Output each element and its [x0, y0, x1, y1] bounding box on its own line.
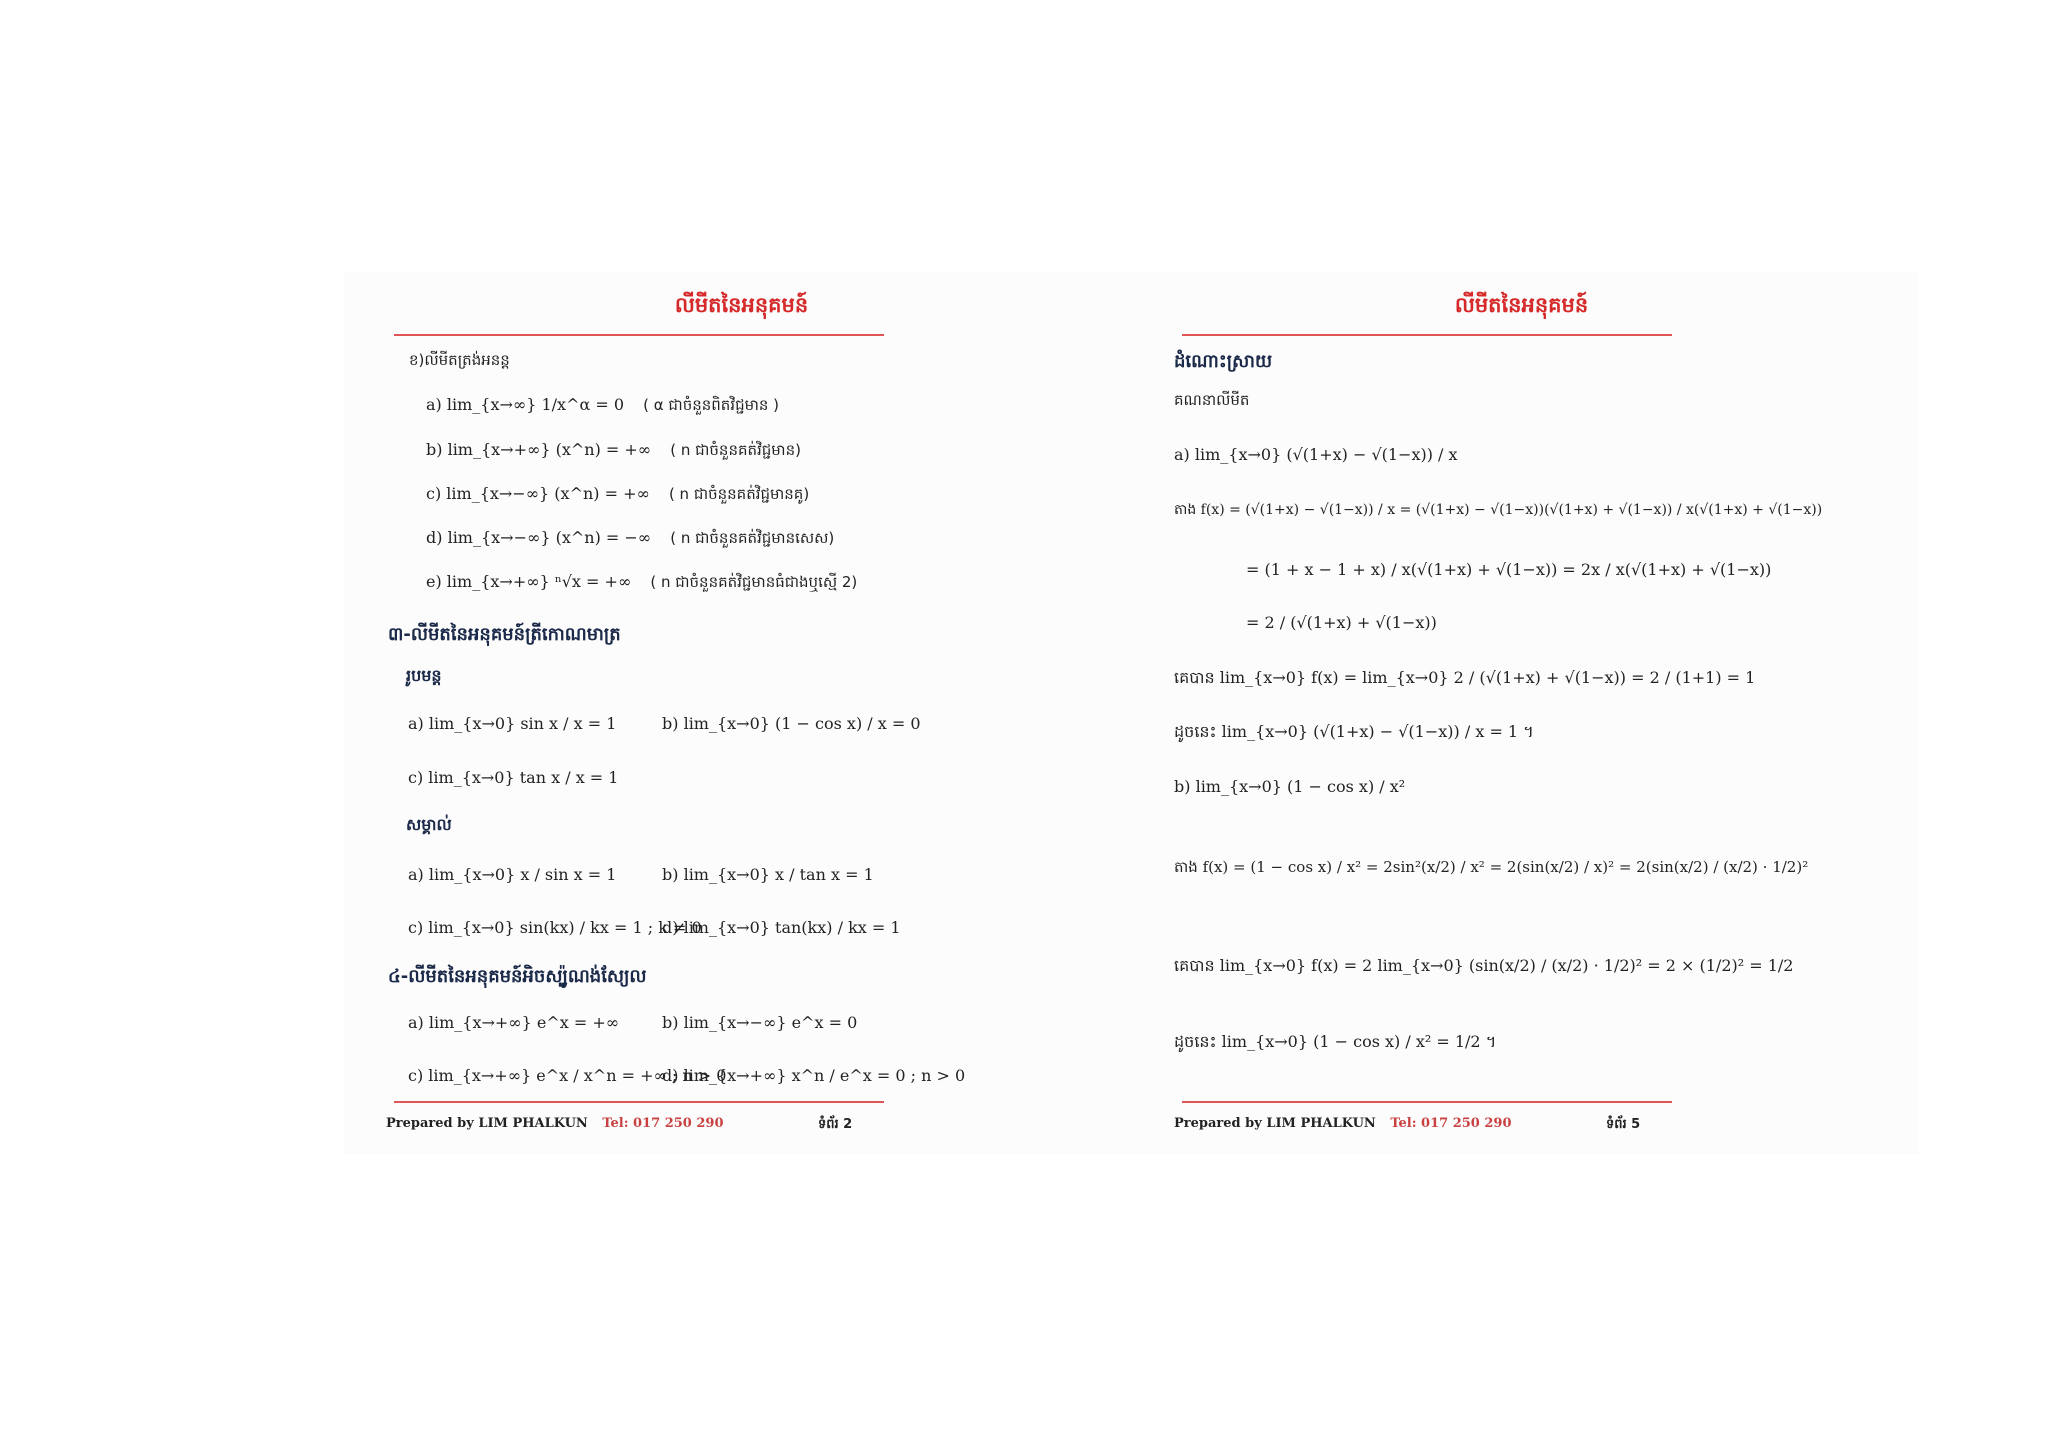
- problem-a-step1: តាង f(x) = (√(1+x) − √(1−x)) / x = (√(1+x) − √(1−x))(√(1+x) + √(1−x)) / x(√(1+x) + √(1−x)): [1174, 502, 1823, 518]
- problem-b-conclusion: ដូចនេះ lim_{x→0} (1 − cos x) / x² = 1/2 ។: [1174, 1032, 1497, 1051]
- right-page: [1124, 272, 1919, 1154]
- remark-b: b) lim_{x→0} x / tan x = 1: [662, 865, 874, 884]
- remark-d: d) lim_{x→0} tan(kx) / kx = 1: [662, 918, 901, 937]
- section-limit-at-infinity: ខ)លីមីតត្រង់អនន្ត: [409, 351, 510, 369]
- footer-tel: Tel: 017 250 290: [1390, 1116, 1512, 1131]
- limit-c: [426, 484, 809, 504]
- remark-heading: សម្គាល់: [406, 815, 452, 834]
- header-rule: [1182, 334, 1672, 336]
- problem-a-result: គេបាន lim_{x→0} f(x) = lim_{x→0} 2 / (√(1+x) + √(1−x)) = 2 / (1+1) = 1: [1174, 668, 1756, 687]
- limit-b: [426, 440, 801, 460]
- limit-e: [426, 572, 857, 592]
- limit-d: [426, 528, 834, 548]
- remark-a: a) lim_{x→0} x / sin x = 1: [408, 865, 617, 884]
- exp-limit-d: d) lim_{x→+∞} x^n / e^x = 0 ; n > 0: [662, 1066, 966, 1085]
- page-header-title: លីមីតនៃអនុគមន៍: [674, 293, 809, 317]
- footer-prepared: Prepared by LIM PHALKUN: [386, 1116, 588, 1131]
- limit-c-expr: c) lim_{x→−∞} (x^n) = +∞: [426, 484, 650, 503]
- limit-b-note: ( n ជាចំនួនគត់វិជ្ជមាន): [670, 441, 801, 459]
- problem-b: b) lim_{x→0} (1 − cos x) / x²: [1174, 777, 1406, 796]
- left-page: [344, 272, 1139, 1154]
- problem-b-step1: តាង f(x) = (1 − cos x) / x² = 2sin²(x/2) / x² = 2(sin(x/2) / x)² = 2(sin(x/2) / (x/2) · 1/2)²: [1174, 858, 1809, 876]
- limit-a: [426, 395, 779, 415]
- limit-e-expr: e) lim_{x→+∞} ⁿ√x = +∞: [426, 572, 632, 591]
- limit-a-note: ( α ជាចំនួនពិតវិជ្ជមាន ): [643, 396, 780, 414]
- exp-limit-a: a) lim_{x→+∞} e^x = +∞: [408, 1013, 620, 1032]
- header-rule: [394, 334, 884, 336]
- problem-a: a) lim_{x→0} (√(1+x) − √(1−x)) / x: [1174, 445, 1458, 464]
- footer: [1174, 1116, 1512, 1131]
- trig-formula-a: a) lim_{x→0} sin x / x = 1: [408, 714, 617, 733]
- footer-prepared: Prepared by LIM PHALKUN: [1174, 1116, 1376, 1131]
- limit-e-note: ( n ជាចំនួនគត់វិជ្ជមានធំជាងឬស្មើ 2): [650, 573, 858, 591]
- footer-rule: [1182, 1101, 1672, 1103]
- problem-a-conclusion: ដូចនេះ lim_{x→0} (√(1+x) − √(1−x)) / x = 1 ។: [1174, 722, 1534, 741]
- problem-b-result: គេបាន lim_{x→0} f(x) = 2 lim_{x→0} (sin(x/2) / (x/2) · 1/2)² = 2 × (1/2)² = 1/2: [1174, 956, 1794, 975]
- exp-limit-b: b) lim_{x→−∞} e^x = 0: [662, 1013, 858, 1032]
- formula-heading: រូបមន្ត: [406, 666, 442, 685]
- limit-c-note: ( n ជាចំនួនគត់វិជ្ជមានគូ): [668, 485, 810, 503]
- exp-limit-c: c) lim_{x→+∞} e^x / x^n = +∞ ; n > 0: [408, 1066, 727, 1085]
- footer-tel: Tel: 017 250 290: [602, 1116, 724, 1131]
- problem-a-step2: = (1 + x − 1 + x) / x(√(1+x) + √(1−x)) = 2x / x(√(1+x) + √(1−x)): [1246, 560, 1772, 579]
- remark-c: c) lim_{x→0} sin(kx) / kx = 1 ; k ≠ 0: [408, 918, 702, 937]
- limit-d-expr: d) lim_{x→−∞} (x^n) = −∞: [426, 528, 652, 547]
- section-trig-limits: ៣-លីមីតនៃអនុគមន៍ត្រីកោណមាត្រ: [388, 624, 621, 645]
- section-exp-limits: ៤-លីមីតនៃអនុគមន៍អិចស្ប៉ូណង់ស្យែល: [388, 966, 647, 987]
- page-header-title: លីមីតនៃអនុគមន៍: [1454, 293, 1589, 317]
- problem-a-step3: = 2 / (√(1+x) + √(1−x)): [1246, 613, 1437, 632]
- trig-formula-b: b) lim_{x→0} (1 − cos x) / x = 0: [662, 714, 921, 733]
- page-number: ទំព័រ 2: [818, 1117, 853, 1132]
- trig-formula-c: c) lim_{x→0} tan x / x = 1: [408, 768, 619, 787]
- page-number: ទំព័រ 5: [1606, 1117, 1641, 1132]
- task-label: គណនាលីមីត: [1174, 391, 1250, 409]
- footer: [386, 1116, 724, 1131]
- footer-rule: [394, 1101, 884, 1103]
- limit-b-expr: b) lim_{x→+∞} (x^n) = +∞: [426, 440, 652, 459]
- limit-a-expr: a) lim_{x→∞} 1/x^α = 0: [426, 395, 625, 414]
- solution-heading: ដំណោះស្រាយ: [1174, 351, 1273, 372]
- limit-d-note: ( n ជាចំនួនគត់វិជ្ជមានសេស): [670, 529, 835, 547]
